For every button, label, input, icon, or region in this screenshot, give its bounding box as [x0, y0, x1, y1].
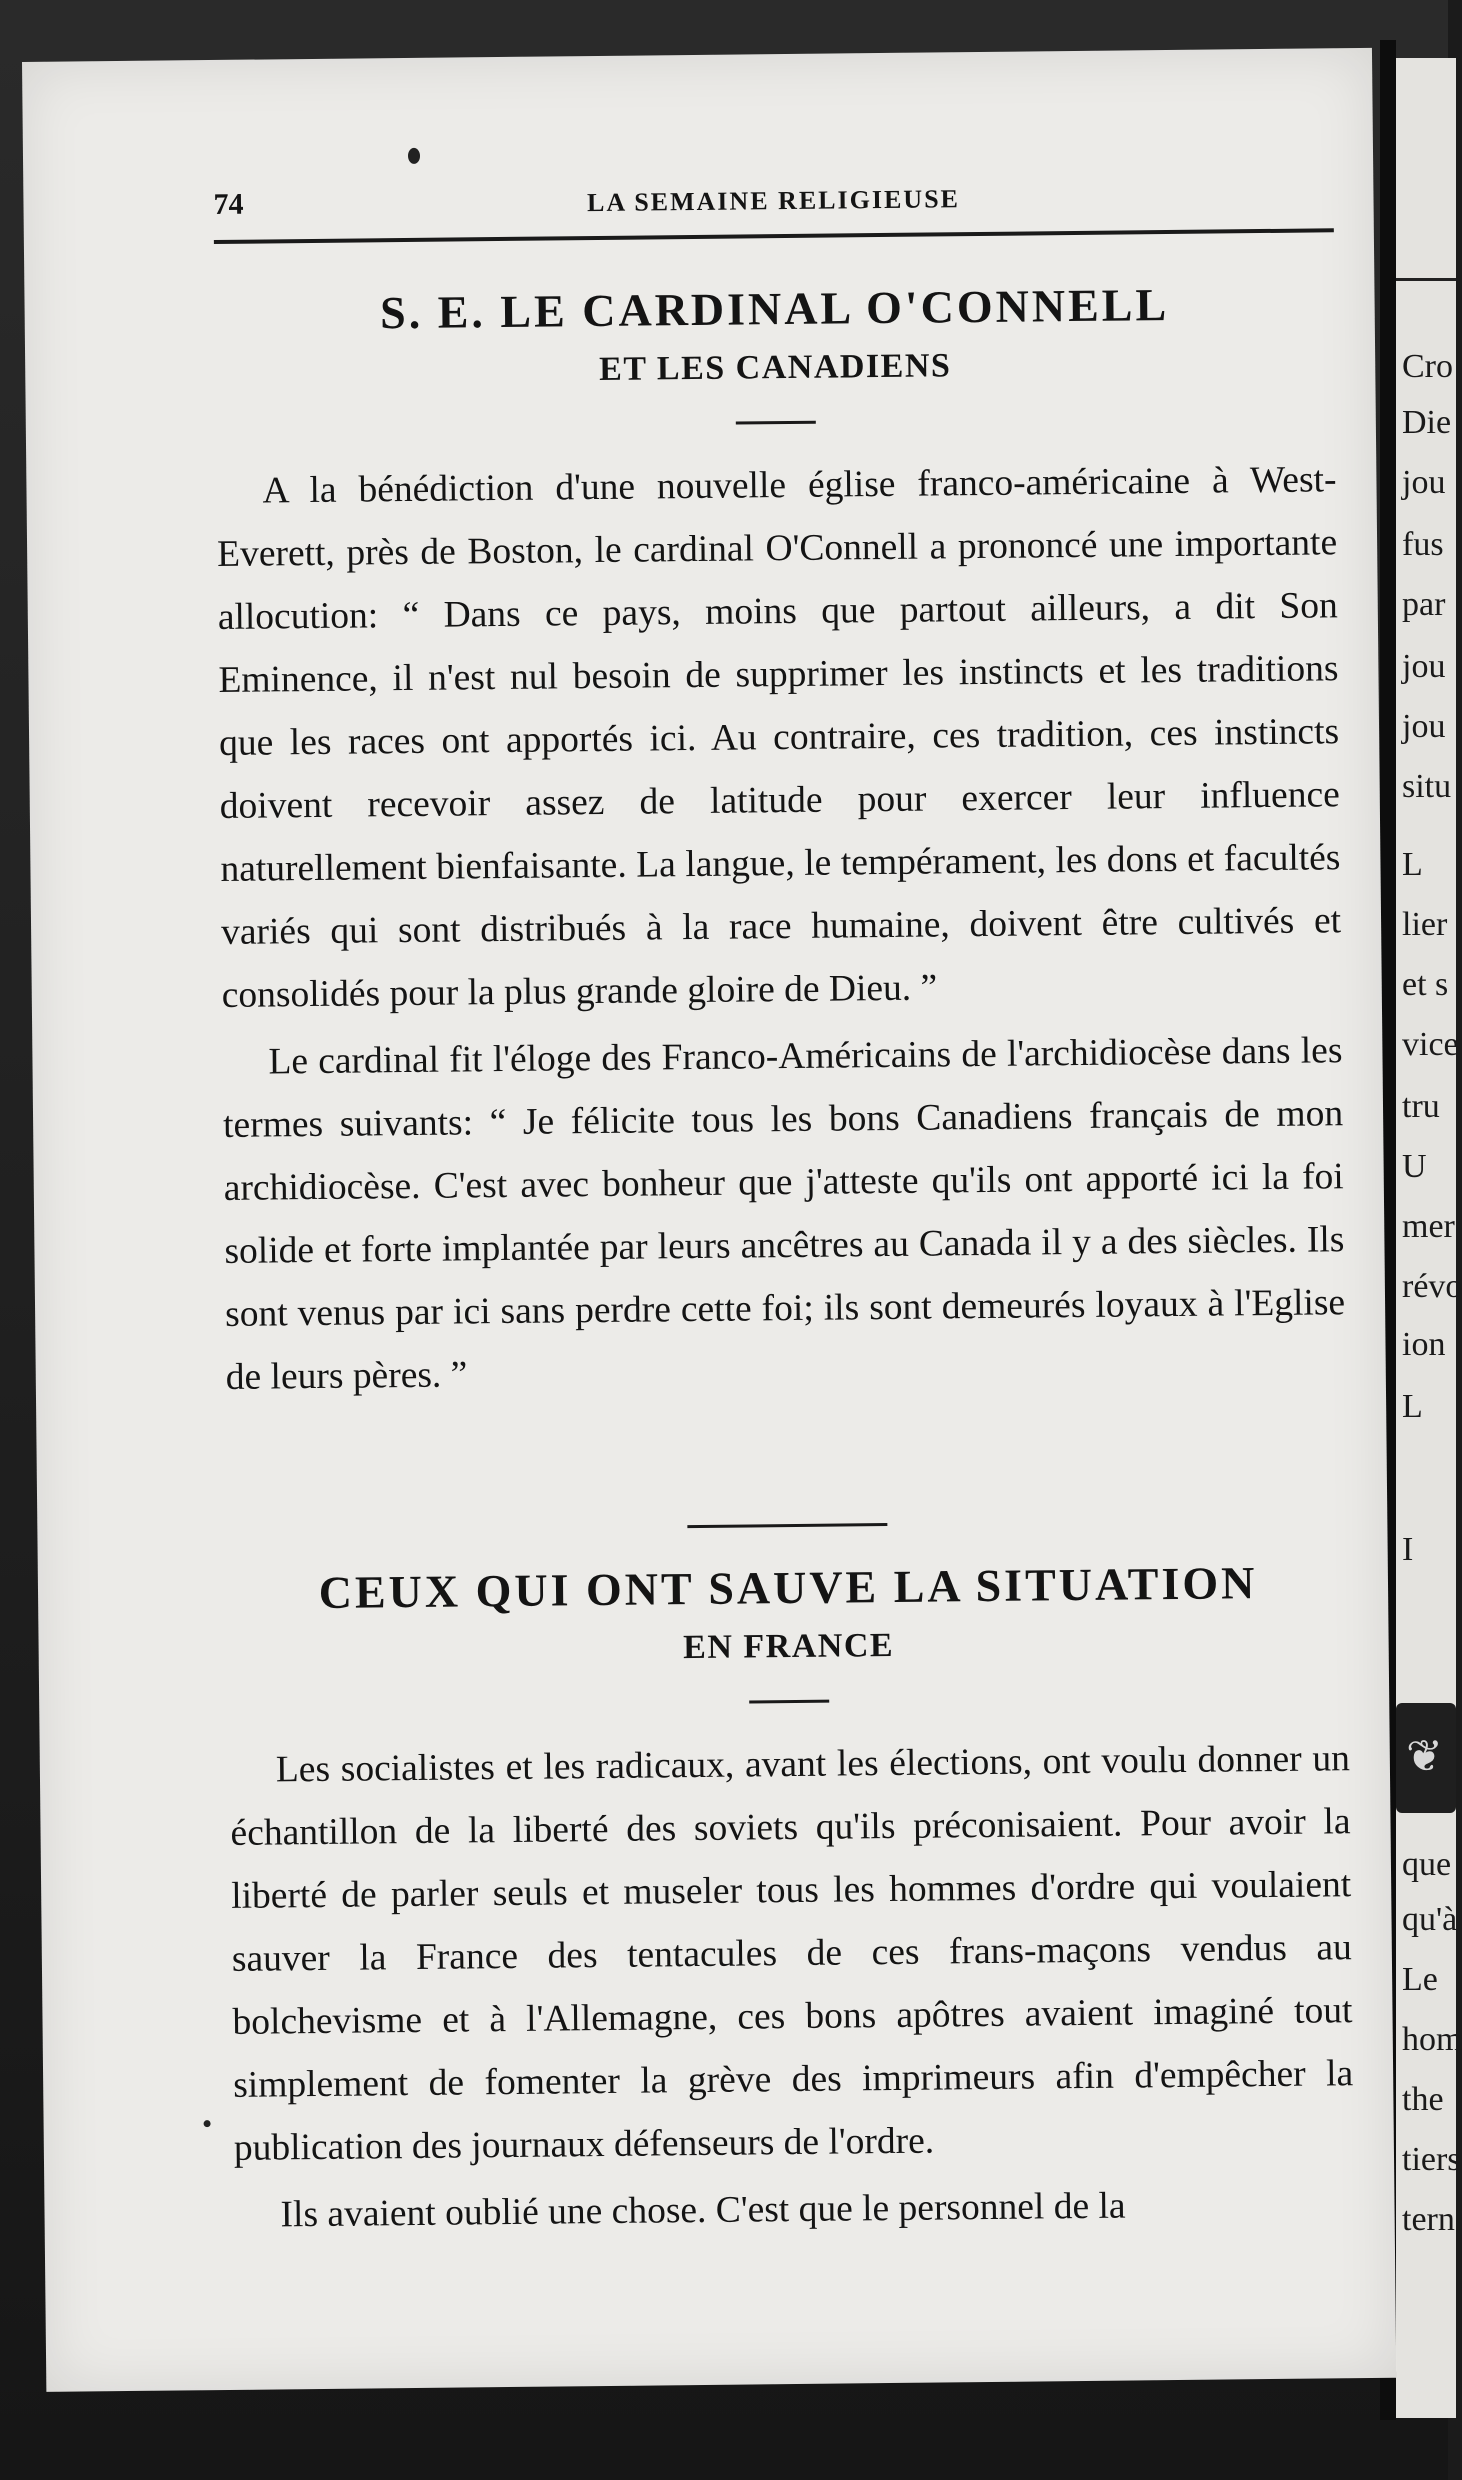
adjacent-page-fragment: situ — [1402, 768, 1452, 805]
adjacent-page-fragment: L — [1402, 846, 1423, 883]
article-cardinal-oconnell — [214, 276, 1346, 1409]
article-paragraph: A la bénédiction d'une nouvelle église franco-américaine à West-Everett, près de Boston, le cardinal O'Connell a prononcé une importante allocution: “ Dans ce pays, moins que partout ailleurs, a dit Son Eminence, il n'est nul besoin de supprimer les instincts et les traditions que les races ont apportés ici. Au contraire, ces tradition, ces instincts doivent recevoir assez de latitude pour exercer leur influence naturellement bienfaisante. La langue, le tempérament, les dons et facultés variés qui sont distribués à la race humaine, doivent être cultivés et consolidés pour la plus grande gloire de Dieu. ” — [216, 459, 1342, 1016]
adjacent-page-strip — [1396, 58, 1462, 2418]
article-separator — [687, 1523, 887, 1528]
adjacent-page-fragment: mer — [1402, 1208, 1455, 1245]
running-title: LA SEMAINE RELIGIEUSE — [586, 184, 961, 218]
adjacent-page-fragment: Le — [1402, 1961, 1438, 1998]
article-title: CEUX QUI ONT SAUVE LA SITUATION — [318, 1557, 1258, 1618]
ink-speck — [204, 2120, 211, 2127]
article-paragraph: Les socialistes et les radicaux, avant les élections, ont voulu donner un échantillon de la liberté des soviets qu'ils préconisaient. Pour avoir la liberté de parler seuls et museler tous les hommes d'ordre qui voulaient sauver la France des tentacules de ces frans-maçons vendus au bolchevisme et à l'Allemagne, ces bons apôtres avaient imaginé tout simplement de fomenter la grève des imprimeurs afin d'empêcher la publication des journaux défenseurs de l'ordre. — [230, 1738, 1354, 2169]
adjacent-page-fragment: révo — [1402, 1268, 1462, 1305]
article-paragraph: Le cardinal fit l'éloge des Franco-Américains de l'archidiocèse dans les termes suivants: “ Je félicite tous les bons Canadiens français de mon archidiocèse. C'est avec bonheur que j'atteste qu'ils ont apporté ici la foi solide et forte implantée par leurs ancêtres au Canada il y a des siècles. Ils sont venus par ici sans perdre cette foi; ils sont demeurés loyaux à l'Eglise de leurs pères. ” — [222, 1030, 1346, 1398]
document-page — [22, 48, 1396, 2392]
adjacent-page-fragment: hom — [1402, 2021, 1462, 2058]
adjacent-page-fragment: jou — [1402, 708, 1446, 745]
adjacent-page-rule — [1396, 278, 1456, 281]
adjacent-page-fragment: tiers — [1402, 2141, 1461, 2178]
adjacent-page-fragment: vice — [1402, 1026, 1459, 1063]
article-subtitle: EN FRANCE — [682, 1626, 895, 1667]
article-ceux-qui-ont-sauve — [227, 1518, 1354, 2247]
adjacent-page-fragment: L — [1402, 1388, 1423, 1425]
adjacent-page-ornament — [1396, 1703, 1456, 1813]
adjacent-page-fragment: U — [1402, 1148, 1427, 1185]
adjacent-page-fragment: et s — [1402, 966, 1449, 1003]
adjacent-page-fragment: lier — [1402, 906, 1448, 943]
adjacent-page-fragment: Die — [1402, 404, 1452, 441]
adjacent-page-fragment: jou — [1402, 464, 1446, 501]
adjacent-page-fragment: I — [1402, 1531, 1414, 1568]
title-separator — [749, 1700, 829, 1704]
title-separator — [736, 421, 816, 425]
header-rule — [214, 228, 1334, 244]
adjacent-page-fragment: tern — [1402, 2201, 1455, 2238]
adjacent-page-fragment: qu'à — [1402, 1901, 1458, 1938]
adjacent-page-fragment: Cro — [1402, 348, 1453, 385]
adjacent-page-fragment: que — [1402, 1846, 1452, 1883]
adjacent-page-fragment: the — [1402, 2081, 1444, 2118]
article-paragraph: Ils avaient oublié une chose. C'est que le personnel de la — [280, 2185, 1126, 2236]
adjacent-page-fragment: par — [1402, 586, 1446, 623]
running-header — [213, 176, 1334, 248]
ink-speck — [408, 148, 420, 164]
adjacent-page-fragment: tru — [1402, 1088, 1440, 1125]
adjacent-page-fragment: fus — [1402, 526, 1444, 563]
article-subtitle: ET LES CANADIENS — [598, 347, 952, 388]
article-title: S. E. LE CARDINAL O'CONNELL — [379, 279, 1170, 339]
adjacent-page-fragment: ion — [1402, 1326, 1446, 1363]
adjacent-page-fragment: jou — [1402, 648, 1446, 685]
page-number: 74 — [213, 187, 244, 222]
